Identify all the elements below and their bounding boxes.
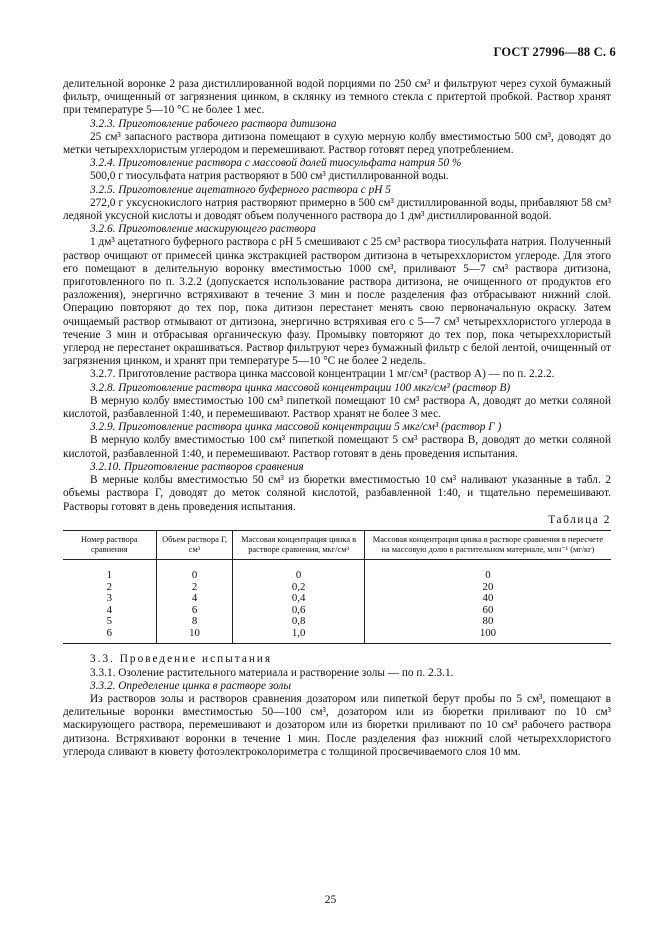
paragraph-3-2-5: 272,0 г уксуснокислого натрия растворяют примерно в 500 см³ дистиллированной воды, прибавляют 58 см³ ледяной уксусной кислоты и доводят объем полученного раствора до 1 дм³ дистиллированной водой. [63, 196, 611, 223]
paragraph-3-3-1: 3.3.1. Озоление растительного материала и растворение золы — по п. 2.3.1. [90, 666, 454, 679]
paragraph-3-2-10: В мерные колбы вместимостью 50 см³ из бюретки вместимостью 10 см³ наливают указанные в табл. 2 объемы раствора Г, доводят до меток соляной кислотой, разбавленной 1:40, и тщательно перемешивают. Растворы готовят в день проведения испытания. [63, 474, 611, 513]
table-row [63, 616, 611, 628]
paragraph-3-2-4: 500,0 г тиосульфата натрия растворяют в 500 см³ дистиллированной воды. [90, 170, 449, 183]
table-row [63, 605, 611, 617]
table-cell: 6 [63, 628, 156, 644]
table-cell: 1 [106, 568, 113, 581]
table-row [63, 582, 611, 594]
page-number: 25 [324, 894, 337, 906]
table-header-row [63, 530, 611, 559]
document-body [63, 78, 611, 759]
standard-header: ГОСТ 27996—88 С. 6 [493, 45, 616, 59]
table-row [63, 628, 611, 644]
table-caption: Таблица 2 [548, 513, 611, 526]
table-cell: 5 [106, 615, 113, 628]
heading-3-3: 3.3. Проведение испытания [90, 653, 273, 666]
paragraph-3-2-3: 25 см³ запасного раствора дитизона помещают в сухую мерную колбу вместимостью 500 см³, доводят до метки четыреххлористым углеродом и перемешивают. Раствор готовят перед употреблением. [63, 130, 611, 157]
table-cell: 0,6 [233, 605, 365, 617]
table-cell: 3 [106, 592, 113, 605]
heading-3-2-6: 3.2.6. Приготовление маскирующего раствора [90, 223, 316, 236]
table-cell: 4 [156, 593, 233, 605]
table-header-cell: Массовая концентрация цинка в растворе сравнения в пересчете на массовую долю в растительном материале, млн⁻¹ (мг/кг) [364, 530, 611, 559]
paragraph-3-2-6: 1 дм³ ацетатного буферного раствора с pH 5 смешивают с 25 см³ раствора тиосульфата натрия. Полученный раствор очищают от примесей цинка экстракцией раствором дитизона в четыреххлористом углероде. Для этого его помещают в делительную воронку вместимостью 1000 см³, приливают 5—7 см³ раствора дитизона, приготовленного по п. 3.2.2 (допускается использование раствора дитизона, не очищенного от продуктов его разложения), энергично встряхивают в течение 3 мин и после разделения фаз отбрасывают нижний слой. Операцию повторяют до тех пор, пока дитизон перестанет менять свою первоначальную окраску. Затем очищаемый раствор отмывают от дитизона, энергично встряхивая его с 5—7 см³ четыреххлористого углерода в течение 3 мин и отбрасывая органическую фазу. Промывку повторяют до тех пор, пока четыреххлористый углерод не перестанет окрашиваться. Раствор фильтруют через бумажный фильтр с белой лентой, очищенный от загрязнения цинком, и хранят при температуре 5—10 °C не более 2 недель. [63, 236, 611, 368]
paragraph-3-2-7: 3.2.7. Приготовление раствора цинка массовой концентрации 1 мг/см³ (раствор А) — по п. 2.2.2. [90, 368, 555, 381]
table-cell: 40 [364, 593, 611, 605]
heading-3-2-10: 3.2.10. Приготовление растворов сравнения [90, 460, 304, 473]
table-cell: 100 [364, 628, 611, 644]
table-cell: 0,8 [233, 616, 365, 628]
table-cell: 0,4 [233, 593, 365, 605]
paragraph-3-2-8: В мерную колбу вместимостью 100 см³ пипеткой помещают 10 см³ раствора А, доводят до метки соляной кислотой, разбавленной 1:40, и перемешивают. Раствор хранят не более 3 мес. [63, 394, 611, 421]
table-cell: 0 [364, 559, 611, 581]
table-cell: 0 [233, 559, 365, 581]
table-header-cell: Массовая концентрация цинка в растворе сравнения, мкг/см³ [233, 530, 365, 559]
table-cell: 0,2 [233, 582, 365, 594]
paragraph-3-3-2: Из растворов золы и растворов сравнения дозатором или пипеткой берут пробы по 5 см³, помещают в делительные воронки вместимостью 50—100 см³, дозатором или из бюретки приливают по 10 см³ маскирующего раствора, перемешивают и дозатором или из бюретки приливают по 10 см³ рабочего раствора дитизона. Встряхивают воронки в течение 1 мин. После разделения фаз нижний слой четыреххлористого углерода сливают в кювету фотоэлектроколориметра с толщиной просвечиваемого слоя 10 мм. [63, 693, 611, 758]
table-cell: 20 [364, 582, 611, 594]
paragraph-continuation: делительной воронке 2 раза дистиллированной водой порциями по 250 см³ и фильтруют через сухой бумажный фильтр, очищенный от загрязнения цинком, в склянку из темного стекла с притертой пробкой. Раствор хранят при температуре 5—10 °C не более 1 мес. [63, 78, 611, 117]
heading-3-3-2: 3.3.2. Определение цинка в растворе золы [90, 679, 291, 692]
table-cell: 2 [156, 582, 233, 594]
table-cell: 10 [156, 628, 233, 644]
table-cell: 4 [106, 603, 113, 616]
heading-3-2-8: 3.2.8. Приготовление раствора цинка массовой концентрации 100 мкг/см³ (раствор В) [90, 381, 511, 394]
table-cell: 2 [106, 580, 113, 593]
table-header-cell: Объем раствора Г, см³ [156, 530, 233, 559]
heading-3-2-5: 3.2.5. Приготовление ацетатного буферного раствора с pH 5 [90, 183, 391, 196]
table-cell: 1,0 [233, 628, 365, 644]
spacer [63, 644, 611, 653]
table-cell: 60 [364, 605, 611, 617]
table-cell: 6 [156, 605, 233, 617]
table-header-cell: Номер раствора сравнения [63, 530, 156, 559]
table-cell: 80 [364, 616, 611, 628]
heading-3-2-9: 3.2.9. Приготовление раствора цинка массовой концентрации 5 мкг/см³ (раствор Г ) [90, 421, 502, 434]
table-cell: 0 [156, 559, 233, 581]
paragraph-3-2-9: В мерную колбу вместимостью 100 см³ пипеткой помещают 5 см³ раствора В, доводят до метки соляной кислотой, разбавленной 1:40, и перемешивают. Раствор готовят в день проведения испытания. [63, 434, 611, 460]
heading-3-2-4: 3.2.4. Приготовление раствора с массовой долей тиосульфата натрия 50 % [90, 157, 462, 170]
table-cell: 8 [156, 616, 233, 628]
heading-3-2-3: 3.2.3. Приготовление рабочего раствора дитизона [90, 117, 337, 130]
table-row [63, 593, 611, 605]
comparison-solutions-table [63, 530, 611, 645]
table-row [63, 559, 611, 581]
